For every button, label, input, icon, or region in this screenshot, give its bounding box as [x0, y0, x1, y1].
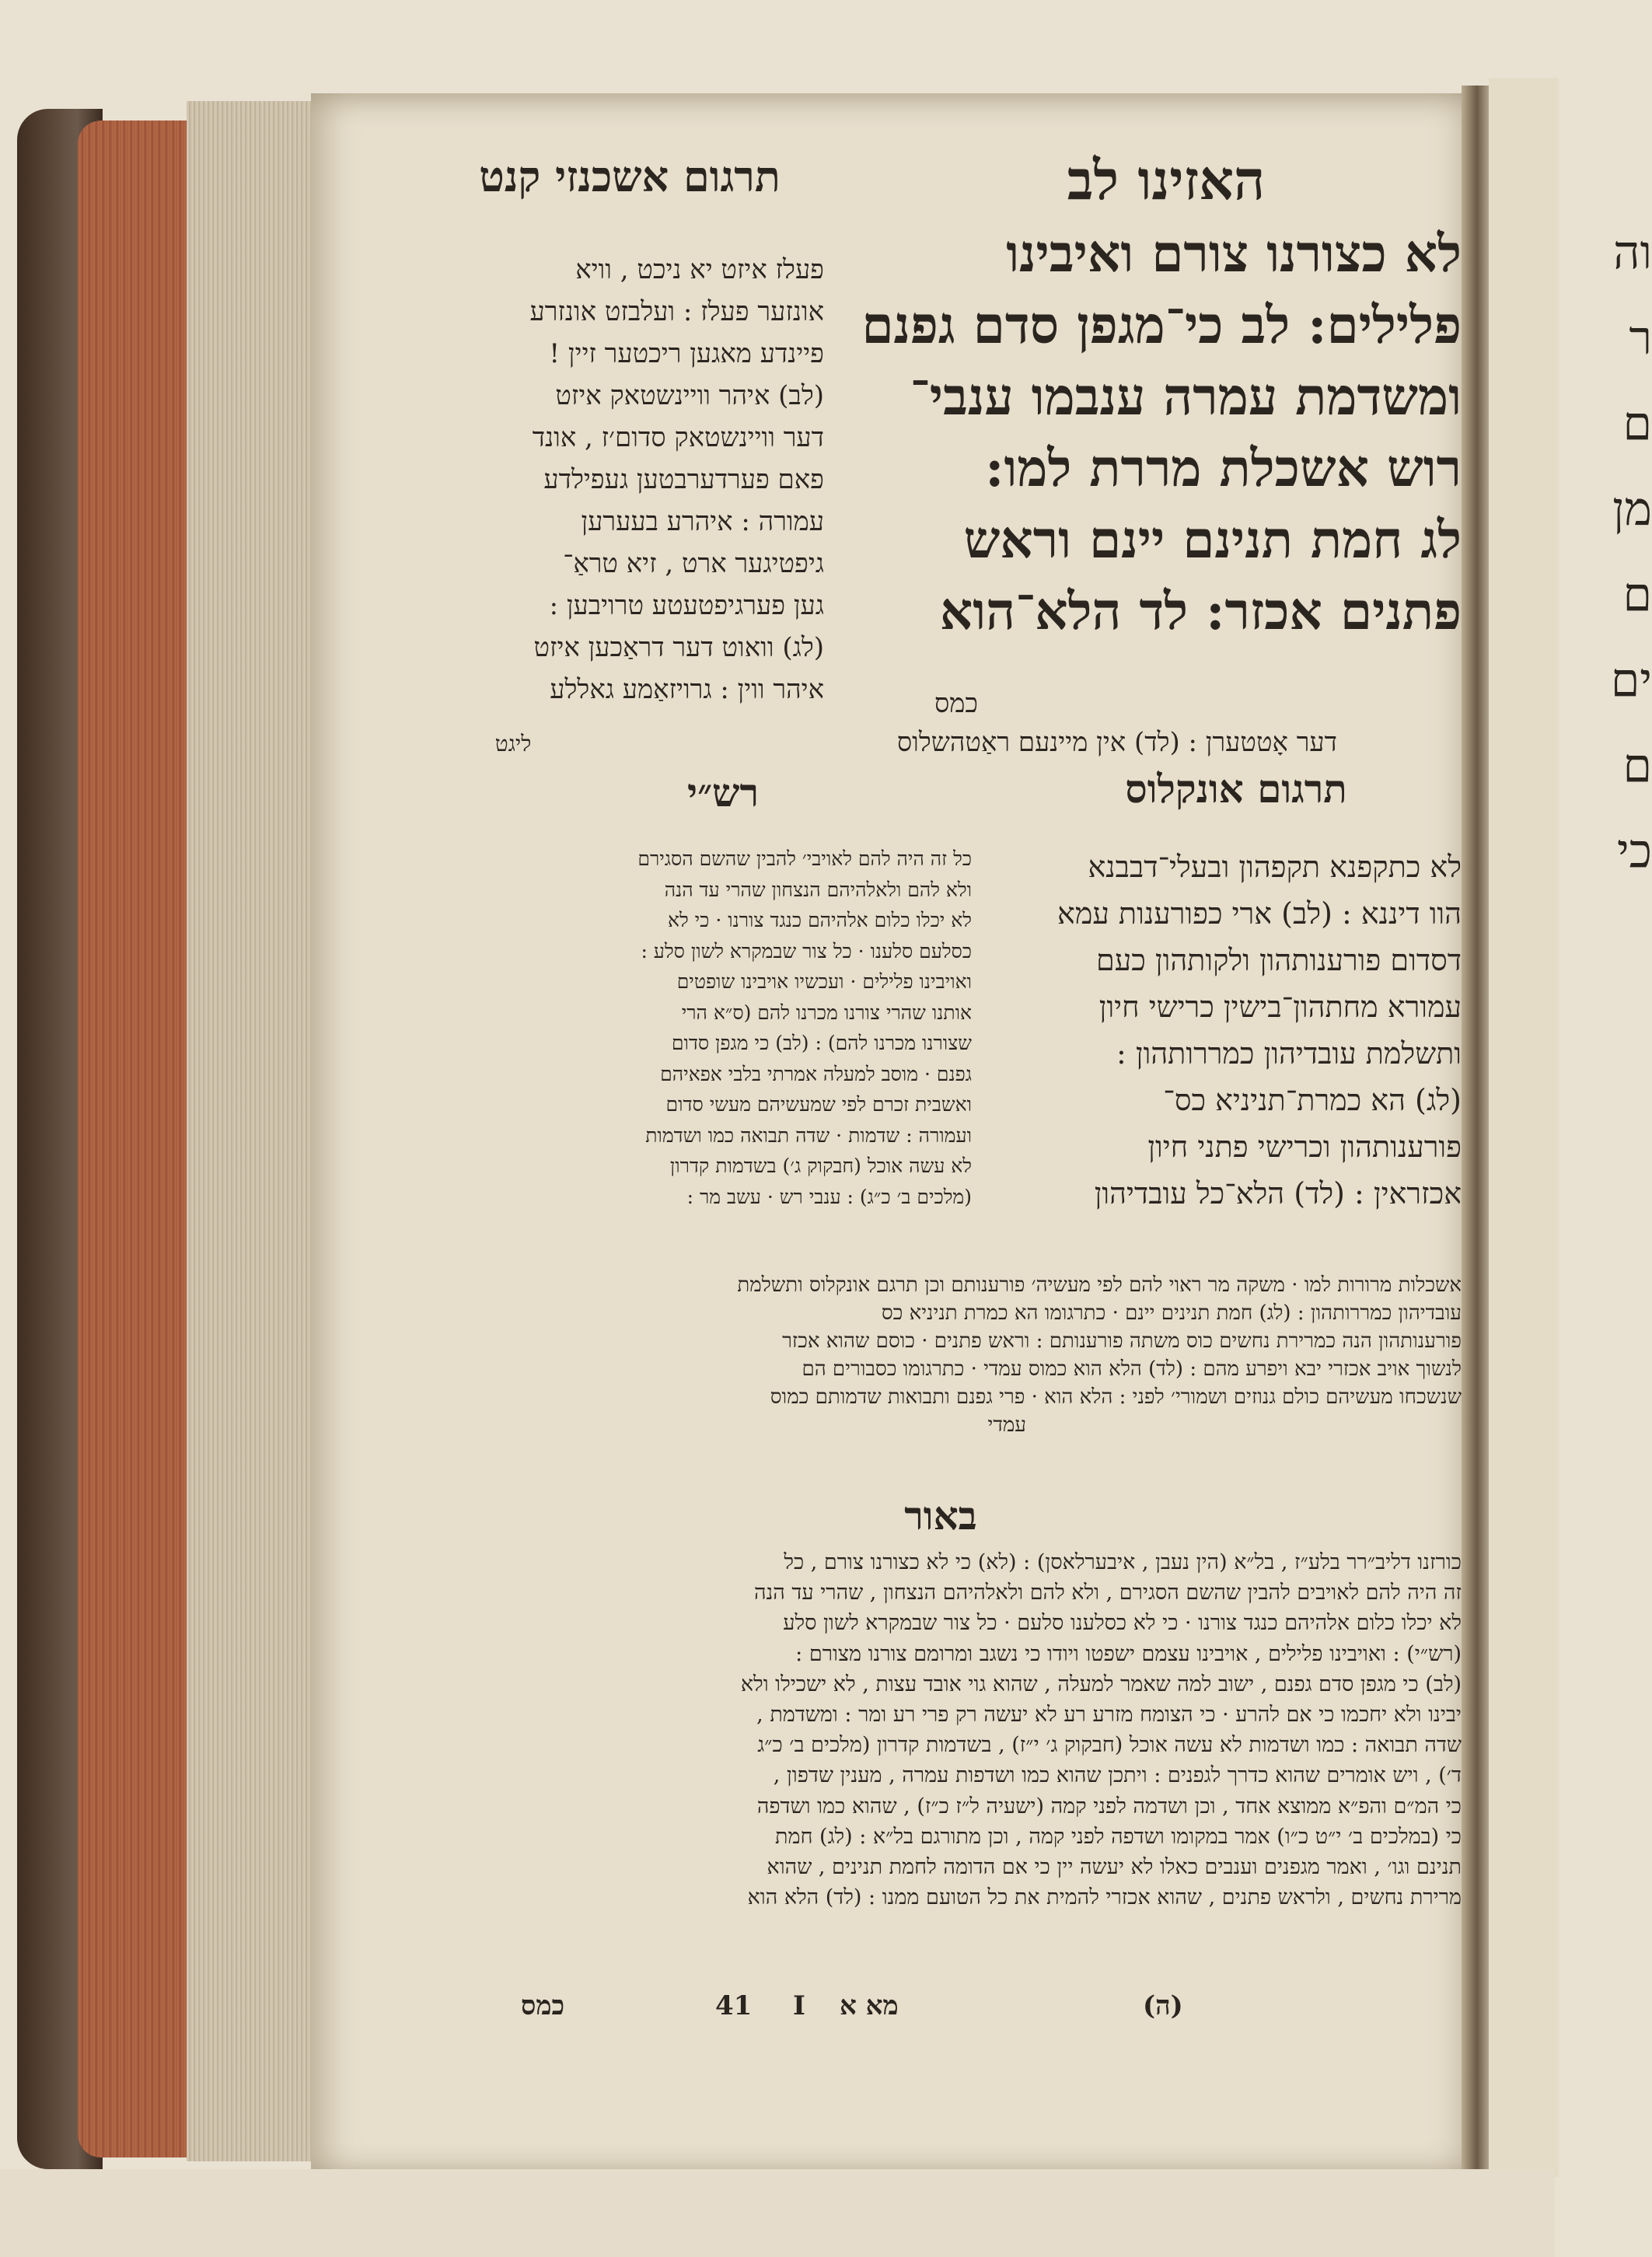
hebrew-line: פלילים: לב כי־מגפן סדם גפנם	[861, 295, 1462, 355]
biur-text	[443, 1547, 1462, 1913]
facing-page-fragment: וה	[1613, 225, 1652, 280]
footer-hebrew-page: מא א	[840, 1990, 899, 2021]
onkelos-line: הוו דיננא : (לב) ארי כפורענות עמא	[1057, 896, 1462, 931]
footer-catchword: כמס	[521, 1990, 565, 2021]
yiddish-line: פיינדע מאגען ריכטער זיין !	[549, 338, 824, 369]
biur-line: לא יכלו כלום אלהיהם כנגד צורנו · כי לא כסלענו סלעם · כל צור שבמקרא לשון סלע	[783, 1611, 1462, 1636]
facing-page-fragment: ם	[1622, 739, 1652, 793]
hebrew-catchword: כמס	[934, 688, 979, 719]
yiddish-line: אונזער פעלז : ועלבזט אונזרע	[529, 296, 824, 327]
onkelos-line: לא כתקפנא תקפהון ובעלי־דבבנא	[1088, 850, 1462, 884]
onkelos-heading: תרגום אונקלוס	[1125, 766, 1347, 812]
rashi-line: שצורנו מכרנו להם) : (לב) כי מגפן סדום	[671, 1032, 972, 1054]
page-edges-red	[78, 121, 194, 2157]
rashi-line: (מלכים ב׳ כ״ג) : ענבי רש · עשב מר :	[686, 1185, 972, 1208]
hebrew-line: רוש אשכלת מררת למו:	[985, 438, 1462, 498]
rashi-line: לא יכלו כלום אלהיהם כנגד צורנו · כי לא	[667, 909, 972, 931]
gutter	[1462, 86, 1493, 2185]
rashi-heading: רש״י	[686, 770, 760, 816]
yiddish-line: דער וויינשטאק סדום׳ז , אונד	[532, 422, 824, 453]
rashi-line: ואויבינו פלילים · ועכשיו אויבינו שופטים	[676, 970, 972, 993]
rashi-column	[451, 844, 972, 1212]
background	[0, 2169, 1555, 2257]
facing-page-fragment: ם	[1622, 568, 1652, 622]
biur-line: כי המ״ם והפ״א ממוצא אחד , וכן ושדמה לפני קמה (ישעיה ל״ז כ״ז) , שהוא כמו ושדפה	[756, 1794, 1462, 1819]
rashi-line: לא עשה אוכל (חבקוק ג׳) בשדמות קדרון	[669, 1155, 972, 1177]
facing-page-text	[1489, 78, 1652, 894]
hebrew-line: לא כצורנו צורם ואיבינו	[1006, 223, 1462, 284]
footer-signature: I	[793, 1990, 805, 2021]
onkelos-line: אכזראין : (לד) הלא־כל עובדיהון	[1094, 1176, 1462, 1211]
biur-line: שדה תבואה : כמו ושדמות לא עשה אוכל (חבקוק ג׳ י״ז) , בשדמות קדרון (מלכים ב׳ כ״ג	[757, 1733, 1462, 1758]
onkelos-line: פורענותהון וכרישי פתני חיון	[1147, 1130, 1462, 1164]
facing-page-fragment: ים	[1610, 653, 1652, 707]
onkelos-text	[987, 844, 1462, 1217]
yiddish-line: עמורה : איהרע בעערען	[581, 506, 824, 537]
rashi-line: ולא להם ולאלהיהם הנצחון שהרי עד הנה	[664, 878, 972, 901]
onkelos-line: ותשלמת עובדיהון כמררותהון :	[1116, 1036, 1462, 1071]
rashi-line: ועמורה : שדמות · שדה תבואה כמו ושדמות	[645, 1123, 972, 1147]
facing-page-fragment: ר	[1629, 311, 1652, 365]
rashi-full-width	[451, 1271, 1462, 1439]
yiddish-line: פעלז איזט יא ניכט , וויא	[575, 254, 824, 285]
page-edges	[187, 101, 319, 2161]
facing-page-fragment: ם	[1622, 397, 1652, 451]
rashi-line: לנשוך אויב אכזרי יבא ויפרע מהם : (לד) הלא הוא כמוס עמדי · כתרגומו כסבורים הם	[802, 1357, 1462, 1381]
yiddish-line: גיפטיגער ארט , זיא טראַ־	[563, 548, 824, 579]
biur-heading: באור	[904, 1493, 977, 1539]
biur-line: מרירת נחשים , ולראש פתנים , שהוא אכזרי להמית את כל הטועם ממנו : (לד) הלא הוא	[747, 1885, 1462, 1910]
biur-line: (רש״י) : ואויבינו פלילים , אויבינו עצמם ישפטו ויודו כי נשגב ומרומם צורנו מצורם :	[795, 1641, 1462, 1666]
rashi-line: עמדי	[987, 1413, 1026, 1437]
footer-number: 41	[715, 1990, 753, 2021]
rashi-line: עובדיהון כמררותהון : (לג) חמת תנינים יינם · כתרגומו הא כמרת תניניא כס	[881, 1301, 1462, 1325]
onkelos-line: (לג) הא כמרת־תניניא כס־	[1163, 1083, 1462, 1117]
onkelos-line: דסדום פורענותהון ולקותהון כעם	[1096, 943, 1462, 977]
yiddish-line: איהר ווין : גרויזאַמע גאללע	[550, 674, 824, 705]
facing-page-fragment: כי	[1616, 824, 1652, 879]
hebrew-line: לג חמת תנינם יינם וראש	[963, 509, 1462, 570]
biur-line: כורזנו דליב״רר בלע״ז , בל״א (הין נעבן , איבערלאסן) : (לא) כי לא כצורנו צורם , כל	[784, 1550, 1462, 1574]
hebrew-line: פתנים אכזר: לד הלא־הוא	[939, 581, 1462, 641]
footer-chapter: (ה)	[1143, 1990, 1183, 2021]
running-header-left: תרגום אשכנזי קנט	[479, 152, 781, 201]
rashi-line: כסלעם סלענו · כל צור שבמקרא לשון סלע :	[641, 939, 972, 963]
yiddish-line: (לג) וואוט דער דראַכען איזט	[533, 632, 824, 663]
rashi-line: גפנם · מוסב למעלה אמרתי בלבי אפאיהם	[660, 1062, 972, 1085]
yiddish-line: גען פערגיפטעטע טרויבען :	[549, 590, 824, 621]
yiddish-line: פאם פערדערבטען געפילדע	[543, 464, 824, 495]
running-header-right: האזינו לב	[1067, 148, 1266, 212]
biur-line: כי (במלכים ב׳ י״ט כ״ו) אמר במקומו ושדפה לפני קמה , וכן מתורגם בל״א : (לג) חמת	[775, 1824, 1462, 1849]
rashi-line: אשכלות מרורות למו · משקה מר ראוי להם לפי מעשיה׳ פורענותם וכן תרגם אונקלוס ותשלמת	[737, 1273, 1462, 1297]
rashi-line: כל זה היה להם לאויבי׳ להבין שהשם הסגירם	[637, 847, 972, 870]
facing-page	[1489, 78, 1652, 2177]
onkelos-line: עמורא מחתהון־בישין כרישי חיון	[1098, 990, 1462, 1024]
yiddish-last-line: דער אָטטערן : (לד) אין מיינעם ראַטהשלוס	[896, 727, 1337, 758]
biur-line: תנינם וגו׳ , ואמר מגפנים וענבים כאלו לא יעשה יין כי אם הדומה לחמת תנינים , שהוא	[767, 1855, 1462, 1880]
biur-line: (לב) כי מגפן סדם גפנם , ישוב למה שאמר למעלה , שהוא גוי אובד עצות , לא ישכילו ולא	[740, 1672, 1462, 1696]
yiddish-line: (לב) איהר וויינשטאק איזט	[555, 380, 824, 411]
rashi-line: אותנו שהרי צורנו מכרנו להם (ס״א הרי	[681, 1001, 972, 1024]
rashi-line: ואשבית זכרם לפי שמעשיהם מעשי סדום	[665, 1093, 972, 1116]
biur-line: יבינו ולא יחכמו כי אם להרע · כי הצומח מזרע רע לא יעשה רק פרי רע ומר : ומשדמת ,	[756, 1703, 1462, 1728]
yiddish-catchword: ליגט	[494, 731, 532, 756]
yiddish-translation	[435, 249, 824, 711]
hebrew-line: ומשדמת עמרה ענבמו ענבי־	[910, 366, 1462, 427]
rashi-line: שנשכחו מעשיהם כולם גנוזים ושמורי׳ לפני : הלא הוא · פרי גפנם ותבואות שדמותם כמוס	[770, 1385, 1462, 1409]
biur-line: ד׳) , ויש אומרים שהוא כדרך לגפנים : ויתכן שהוא כמו ושדפות עמרה , מענין שדפון ,	[773, 1763, 1462, 1788]
facing-page-fragment: מן	[1612, 482, 1652, 536]
hebrew-main-text	[840, 218, 1462, 647]
biur-line: זה היה להם לאויבים להבין שהשם הסגירם , ולא להם ולאלהיהם הנצחון , שהרי עד הנה	[753, 1581, 1462, 1605]
rashi-line: פורענותהון הנה כמרירת נחשים כוס משתה פורענותם : וראש פתנים · כוסם שהוא אכזר	[782, 1329, 1462, 1353]
